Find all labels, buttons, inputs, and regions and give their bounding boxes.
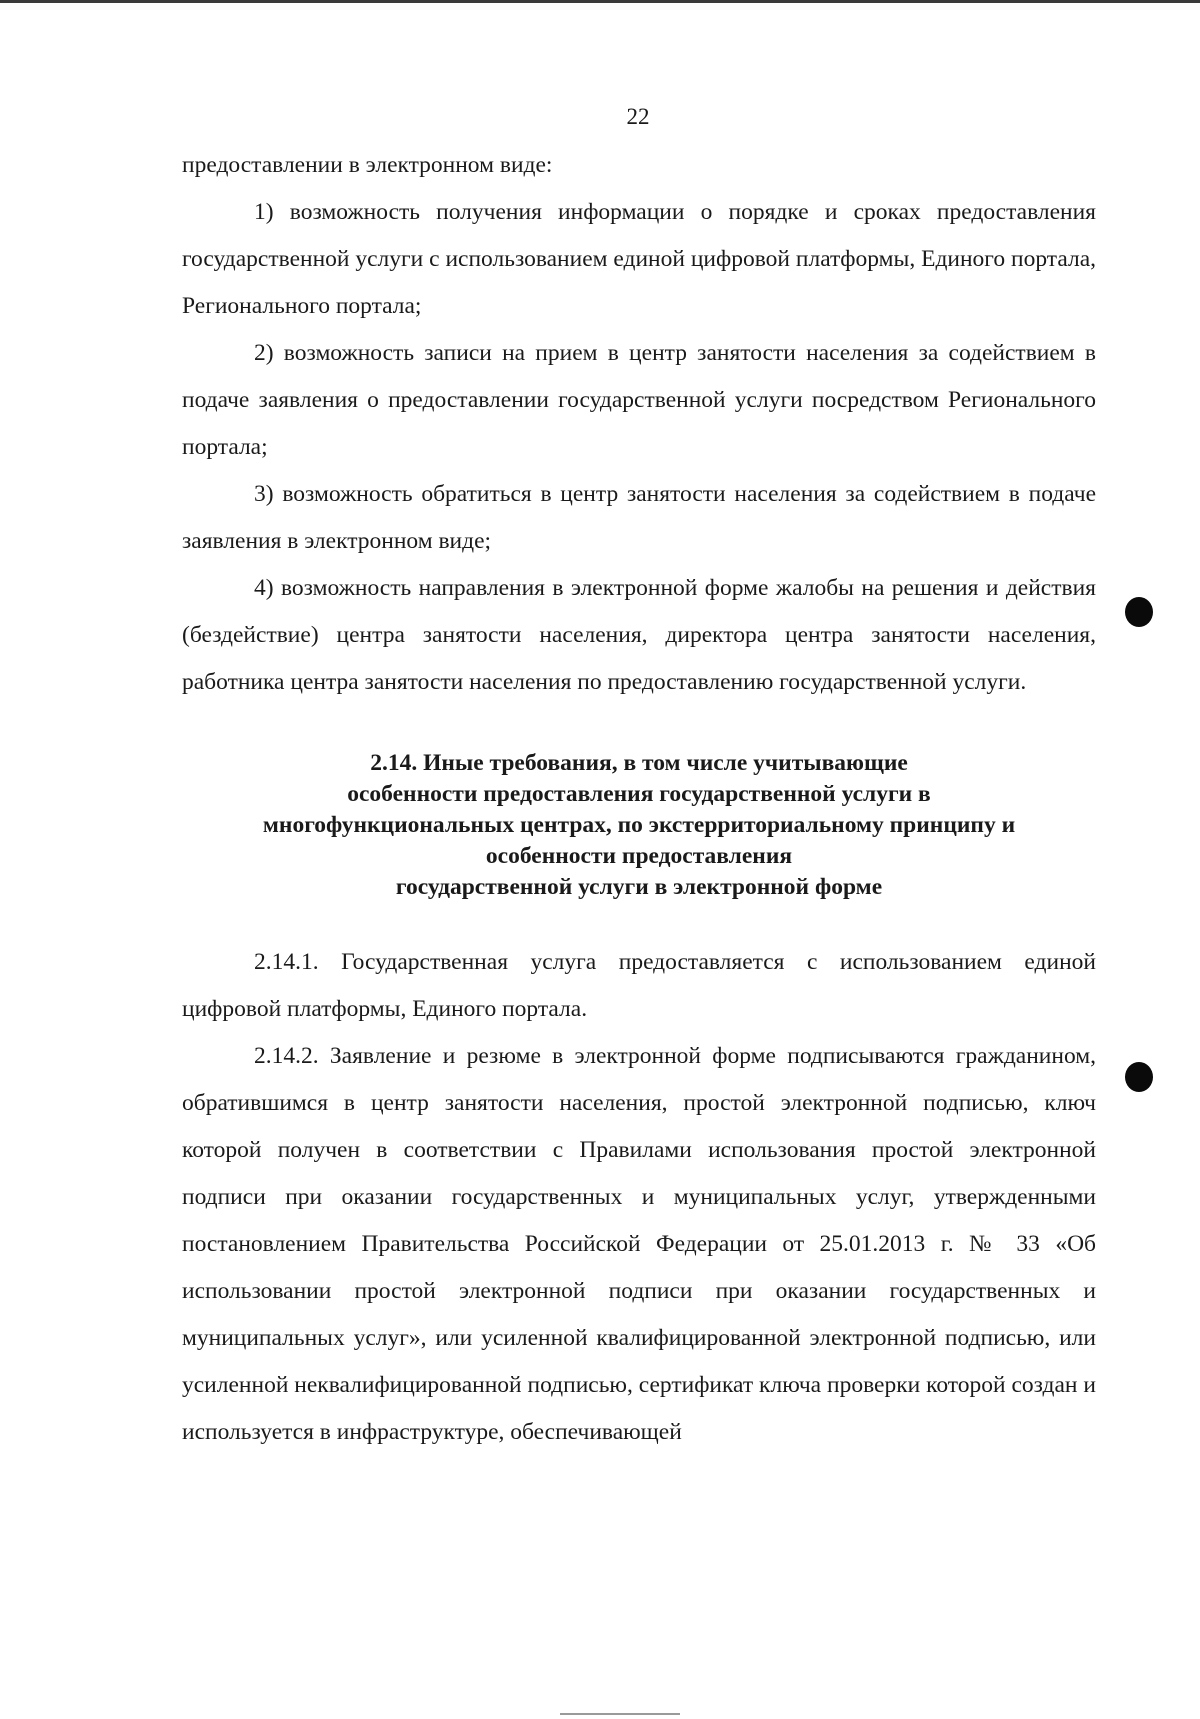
section-heading-line-4: особенности предоставления xyxy=(485,843,793,869)
document-body xyxy=(182,142,1096,1456)
clause-2-14-2: 2.14.2. Заявление и резюме в электронной форме подписываются гражданином, обратившимся в центр занятости населения, простой электронной подписью, ключ которой получен в соответствии с Правилами использования простой электронной подписи при оказании государственных и муниципальных услуг, утвержденными постановлением Правительства Российской Федерации от 25.01.2013 г. № 33 «Об использовании простой электронной подписи при оказании государственных и муниципальных услуг», или усиленной квалифицированной электронной подписью, или усиленной неквалифицированной подписью, сертификат ключа проверки которой создан и используется в инфраструктуре, обеспечивающей xyxy=(182,1043,1096,1445)
section-heading-line-2: особенности предоставления государственной услуги в xyxy=(347,781,931,807)
section-heading-line-1: 2.14. Иные требования, в том числе учитывающие xyxy=(370,750,908,776)
punch-hole-mark xyxy=(1125,597,1153,627)
section-heading xyxy=(182,748,1096,903)
top-edge-line xyxy=(0,0,1200,3)
section-heading-line-3: многофункциональных центрах, по экстерриториальному принципу и xyxy=(262,812,1016,838)
punch-hole-mark xyxy=(1125,1062,1153,1092)
list-item-2: 2) возможность записи на прием в центр занятости населения за содействием в подаче заявления о предоставлении государственной услуги посредством Регионального портала; xyxy=(182,340,1096,460)
clause-2-14-1: 2.14.1. Государственная услуга предоставляется с использованием единой цифровой платформы, Единого портала. xyxy=(182,949,1096,1022)
section-heading-line-5: государственной услуги в электронной форме xyxy=(395,874,883,900)
paragraph-continuation: предоставлении в электронном виде: xyxy=(182,152,553,178)
list-item-4: 4) возможность направления в электронной форме жалобы на решения и действия (бездействие) центра занятости населения, директора центра занятости населения, работника центра занятости населения по предоставлению государственной услуги. xyxy=(182,575,1096,695)
bottom-edge-mark xyxy=(560,1713,680,1715)
page-number: 22 xyxy=(626,104,650,129)
list-item-1: 1) возможность получения информации о порядке и сроках предоставления государственной услуги с использованием единой цифровой платформы, Единого портала, Регионального портала; xyxy=(182,199,1096,319)
list-item-3: 3) возможность обратиться в центр занятости населения за содействием в подаче заявления в электронном виде; xyxy=(182,481,1096,554)
